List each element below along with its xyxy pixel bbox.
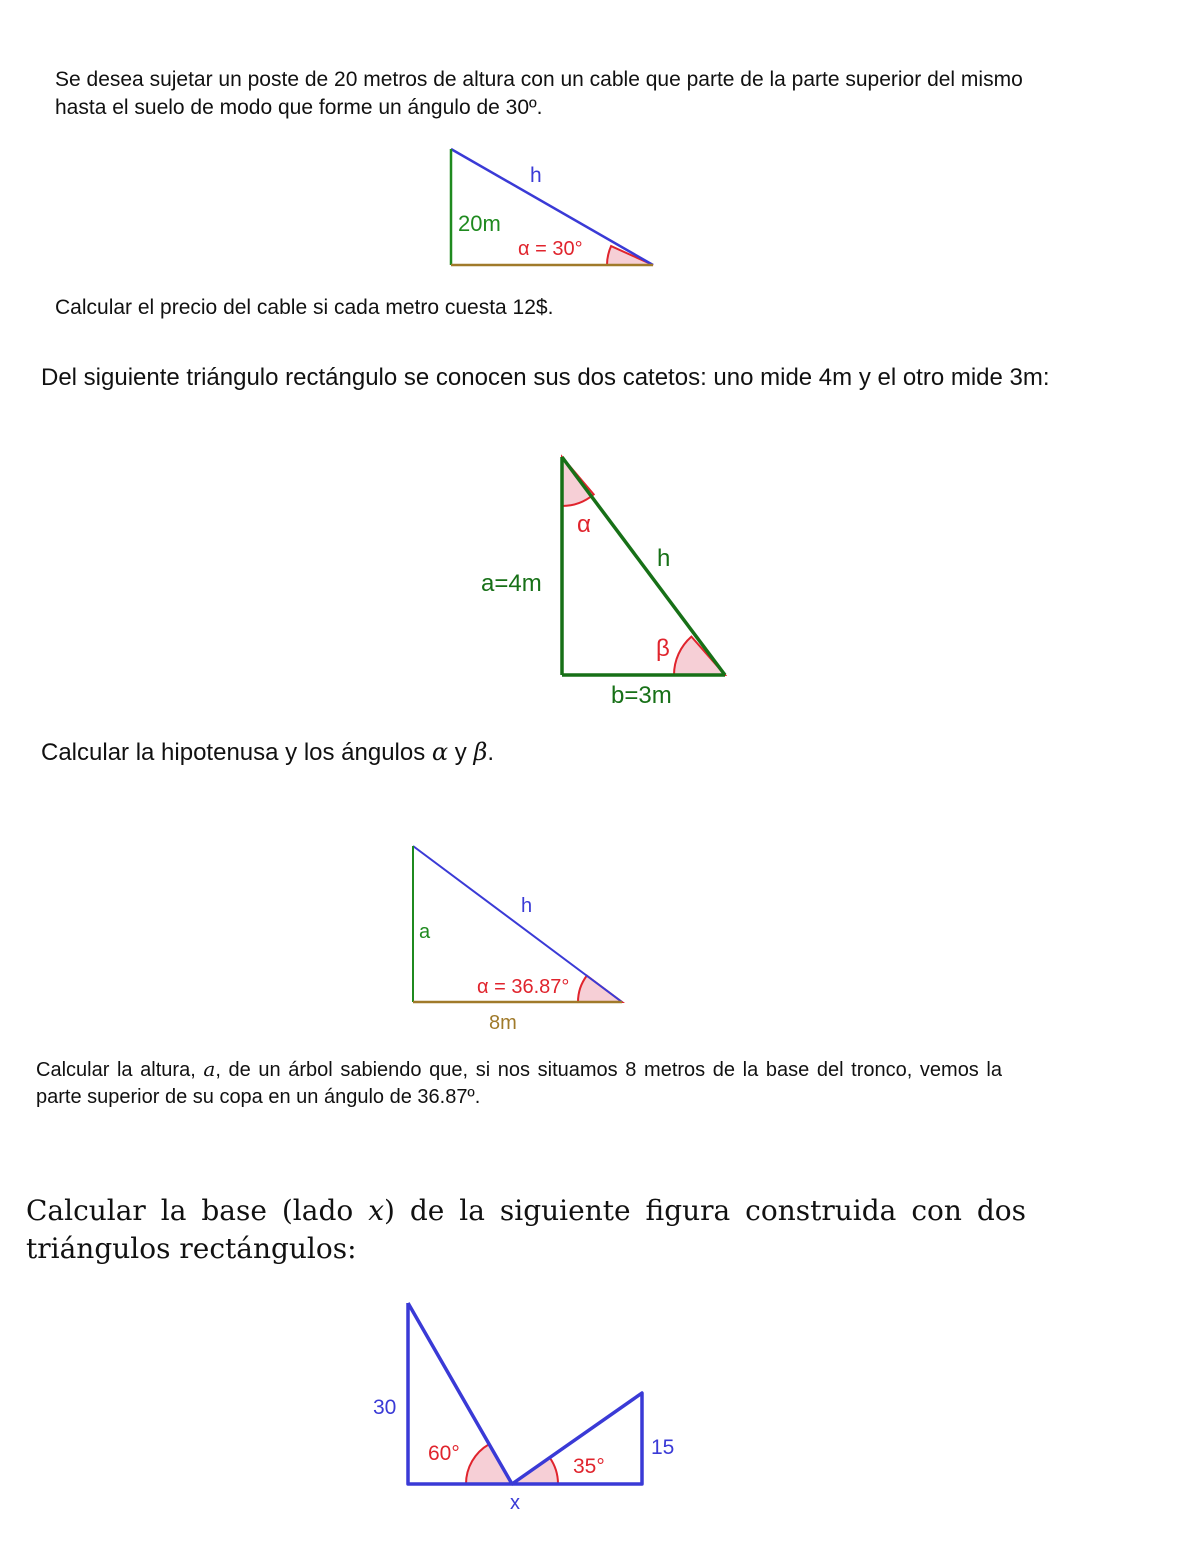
question-suffix: . [487,739,495,766]
problem3-figure [0,835,1200,1035]
problem2-question [41,738,494,767]
angle-label: α = 36.87° [477,976,570,998]
problem1-figure [0,140,1200,280]
variable-x: x [368,1194,384,1227]
alpha-label: α [577,511,591,538]
left-height-label: 30 [373,1396,397,1419]
problem1-statement: Se desea sujetar un poste de 20 metros de altura con un cable que parte de la parte superior del mismo hasta el suelo de modo que forme un ángulo de 30º. [55,68,1023,119]
base-x-label: x [510,1492,520,1514]
height-label: 20m [458,211,501,236]
left-triangle [408,1303,512,1484]
text-after: , de un árbol sabiendo que, si nos situamos 8 metros de la base del tronco, vemos la parte superior de su copa en un ángulo de 36.87º. [36,1059,1002,1108]
beta-symbol: β [473,738,488,766]
hyp-label: h [530,164,542,187]
beta-label: β [656,635,670,662]
left-angle-arc [466,1444,512,1484]
problem4-statement [26,1192,1026,1268]
problem2-statement: Del siguiente triángulo rectángulo se conocen sus dos catetos: uno mide 4m y el otro mide 3m: [41,364,1050,391]
text-before: Calcular la altura, [36,1059,204,1081]
right-height-label: 15 [651,1436,675,1459]
hypotenuse-line [562,457,725,675]
angle-label: α = 30° [518,238,583,260]
base-label: 8m [489,1012,517,1034]
left-angle-label: 60° [428,1442,460,1465]
problem4-figure [0,1295,1200,1525]
text-before: Calcular la base (lado [26,1194,369,1227]
leg-b-label: b=3m [611,682,672,709]
hyp-label: h [521,895,533,917]
alpha-symbol: α [431,738,449,766]
right-angle-label: 35° [573,1455,605,1478]
variable-a: a [203,1057,216,1081]
conjunction: y [448,739,474,766]
problem2-figure [0,450,1200,720]
problem1-question: Calcular el precio del cable si cada metro cuesta 12$. [55,296,554,319]
question-text: Calcular la hipotenusa y los ángulos [41,739,432,766]
hyp-label: h [657,545,671,572]
text-after: ) de la siguiente figura construida con dos triángulos rectángulos: [26,1194,1026,1265]
height-label: a [419,921,431,943]
leg-a-label: a=4m [481,570,542,597]
problem3-statement [36,1056,1002,1111]
